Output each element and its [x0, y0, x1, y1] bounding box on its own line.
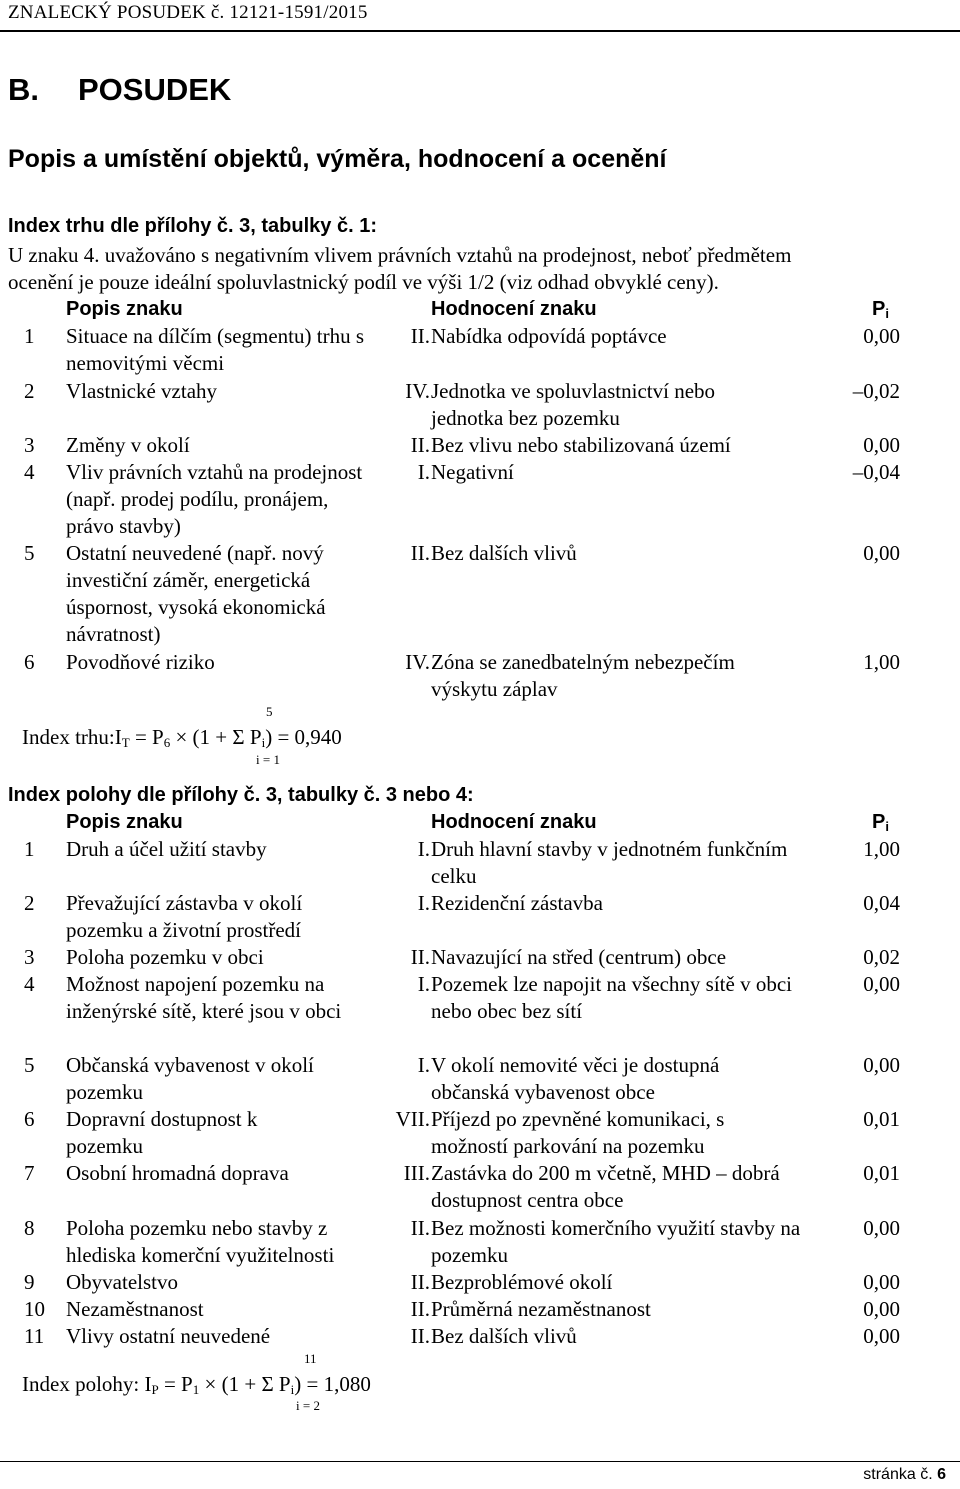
row-description: Převažující zástavba v okolí pozemku a životní prostředí — [66, 891, 303, 942]
row-number: 11 — [24, 1324, 45, 1348]
row-number: 9 — [24, 1270, 35, 1294]
row-description: Občanská vybavenost v okolí pozemku — [66, 1053, 314, 1104]
row-value: 0,00 — [863, 433, 900, 457]
row-number: 4 — [24, 460, 35, 484]
document-header-title: ZNALECKÝ POSUDEK č. 12121-1591/2015 — [8, 2, 368, 23]
row-number: 7 — [24, 1161, 35, 1185]
row-grade: I. — [417, 972, 430, 996]
row-number: 6 — [24, 650, 35, 674]
row-description: Možnost napojení pozemku na inženýrské sítě, které jsou v obci — [66, 972, 342, 1023]
row-number: 2 — [24, 379, 35, 403]
row-evaluation: Nabídka odpovídá poptávce — [431, 324, 667, 348]
row-description: Změny v okolí — [66, 433, 190, 457]
row-value: 0,00 — [863, 1216, 900, 1240]
market-index-note-line2: ocenění je pouze ideální spoluvlastnický podíl ve výši 1/2 (viz odhad obvyklé ceny). — [8, 270, 719, 294]
row-grade: I. — [417, 1053, 430, 1077]
row-evaluation: Bez vlivu nebo stabilizovaná území — [431, 433, 731, 457]
row-number: 3 — [24, 945, 35, 969]
row-number: 6 — [24, 1107, 35, 1131]
market-col-evaluation: Hodnocení znaku — [431, 298, 597, 320]
location-col-pi: $P_i$ — [872, 811, 889, 834]
market-col-description: Popis znaku — [66, 298, 183, 320]
row-value: –0,02 — [852, 379, 900, 403]
row-description: Vliv právních vztahů na prodejnost (např. prodej podílu, pronájem, právo stavby) — [66, 460, 363, 538]
location-sum-lower-limit: i = 2 — [296, 1398, 320, 1413]
market-col-pi: $P_i$ — [872, 298, 889, 321]
row-grade: II. — [410, 1270, 430, 1294]
row-description: Nezaměstnanost — [66, 1297, 204, 1321]
section-heading — [8, 72, 231, 108]
row-grade: II. — [410, 1297, 430, 1321]
row-description: Vlivy ostatní neuvedené — [66, 1324, 271, 1348]
row-description: Vlastnické vztahy — [66, 379, 218, 403]
row-evaluation: Příjezd po zpevněné komunikaci, s možností parkování na pozemku — [431, 1107, 725, 1158]
market-index-heading: Index trhu dle přílohy č. 3, tabulky č. 1: — [8, 215, 377, 237]
location-sum-upper-limit: 11 — [304, 1351, 317, 1366]
row-value: 1,00 — [863, 650, 900, 674]
footer-rule — [0, 1461, 960, 1462]
row-number: 5 — [24, 541, 35, 565]
row-value: 0,00 — [863, 1324, 900, 1348]
row-description: Dopravní dostupnost k pozemku — [66, 1107, 258, 1158]
row-grade: I. — [417, 837, 430, 861]
row-grade: II. — [410, 1216, 430, 1240]
location-col-evaluation: Hodnocení znaku — [431, 811, 597, 833]
row-evaluation: Průměrná nezaměstnanost — [431, 1297, 651, 1321]
row-grade: II. — [410, 945, 430, 969]
market-sum-upper-limit: 5 — [266, 704, 273, 719]
row-description: Situace na dílčím (segmentu) trhu s nemovitými věcmi — [66, 324, 365, 375]
row-value: 0,00 — [863, 1297, 900, 1321]
row-description: Poloha pozemku v obci — [66, 945, 264, 969]
row-number: 1 — [24, 837, 35, 861]
row-value: 0,04 — [863, 891, 900, 915]
row-evaluation: Negativní — [431, 460, 514, 484]
row-description: Obyvatelstvo — [66, 1270, 178, 1294]
row-grade: II. — [410, 324, 430, 348]
row-grade: II. — [410, 433, 430, 457]
row-grade: VII. — [395, 1107, 430, 1131]
row-evaluation: Bez dalších vlivů — [431, 1324, 577, 1348]
row-grade: IV. — [405, 650, 430, 674]
row-number: 2 — [24, 891, 35, 915]
header-rule — [0, 30, 960, 32]
row-evaluation: Zastávka do 200 m včetně, MHD – dobrá dostupnost centra obce — [431, 1161, 780, 1212]
row-value: 1,00 — [863, 837, 900, 861]
row-evaluation: Navazující na střed (centrum) obce — [431, 945, 727, 969]
row-value: 0,02 — [863, 945, 900, 969]
row-grade: II. — [410, 1324, 430, 1348]
section-title: POSUDEK — [78, 72, 232, 107]
row-value: 0,01 — [863, 1161, 900, 1185]
row-description: Osobní hromadná doprava — [66, 1161, 289, 1185]
row-evaluation: Bez možnosti komerčního využití stavby na pozemku — [431, 1216, 801, 1267]
row-value: 0,00 — [863, 972, 900, 996]
row-number: 5 — [24, 1053, 35, 1077]
row-evaluation: Pozemek lze napojit na všechny sítě v obci nebo obec bez sítí — [431, 972, 792, 1023]
row-description: Poloha pozemku nebo stavby z hlediska komerční využitelnosti — [66, 1216, 335, 1267]
row-value: 0,00 — [863, 1270, 900, 1294]
sum-symbol: Σ — [261, 1372, 274, 1396]
section-letter: B. — [8, 72, 39, 107]
row-evaluation: Zóna se zanedbatelným nebezpečím výskytu záplav — [431, 650, 735, 701]
row-value: 0,00 — [863, 1053, 900, 1077]
page-subtitle: Popis a umístění objektů, výměra, hodnocení a ocenění — [8, 145, 667, 173]
row-value: 0,01 — [863, 1107, 900, 1131]
row-value: 0,00 — [863, 541, 900, 565]
row-evaluation: Bezproblémové okolí — [431, 1270, 613, 1294]
row-number: 3 — [24, 433, 35, 457]
row-number: 10 — [24, 1297, 45, 1321]
row-evaluation: Bez dalších vlivů — [431, 541, 577, 565]
row-evaluation: Druh hlavní stavby v jednotném funkčním celku — [431, 837, 788, 888]
row-grade: IV. — [405, 379, 430, 403]
location-index-formula: Index polohy: $I_P = P_1 \times (1 + \Sigma$ $P_i) = 1,080$ — [22, 1372, 371, 1397]
row-description: Povodňové riziko — [66, 650, 215, 674]
row-evaluation: Rezidenční zástavba — [431, 891, 603, 915]
row-grade: I. — [417, 460, 430, 484]
row-evaluation: V okolí nemovité věci je dostupná občanská vybavenost obce — [431, 1053, 720, 1104]
location-index-heading: Index polohy dle přílohy č. 3, tabulky č. 3 nebo 4: — [8, 784, 474, 806]
row-value: 0,00 — [863, 324, 900, 348]
row-description: Druh a účel užití stavby — [66, 837, 267, 861]
row-grade: I. — [417, 891, 430, 915]
market-index-note-line1: U znaku 4. uvažováno s negativním vlivem právních vztahů na prodejnost, neboť předmětem — [8, 243, 792, 267]
row-grade: III. — [403, 1161, 430, 1185]
row-number: 1 — [24, 324, 35, 348]
row-value: –0,04 — [852, 460, 900, 484]
sum-symbol: Σ — [232, 725, 245, 749]
page-number: stránka č. 6 — [863, 1466, 946, 1483]
market-index-formula: Index $trhu:I_T = P_6 \times (1 + \Sigma$ $P_i) = 0,940$ — [22, 725, 342, 750]
location-col-description: Popis znaku — [66, 811, 183, 833]
row-number: 8 — [24, 1216, 35, 1240]
row-grade: II. — [410, 541, 430, 565]
row-evaluation: Jednotka ve spoluvlastnictví nebo jednotka bez pozemku — [431, 379, 716, 430]
row-number: 4 — [24, 972, 35, 996]
row-description: Ostatní neuvedené (např. nový investiční záměr, energetická úspornost, vysoká ekonomická návratnost) — [66, 541, 326, 646]
market-sum-lower-limit: i = 1 — [256, 752, 280, 767]
